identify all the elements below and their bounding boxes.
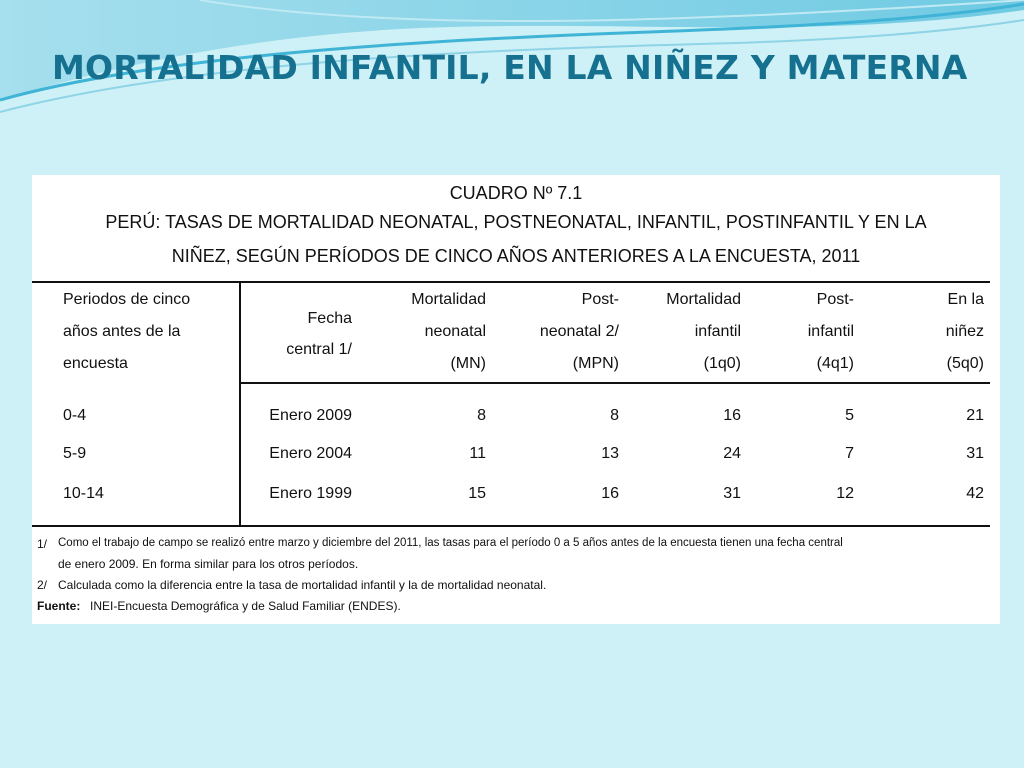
table-top-rule	[32, 281, 990, 283]
header-postinfant-line-3: (4q1)	[816, 355, 854, 372]
note-1-line-1: Como el trabajo de campo se realizó entre marzo y diciembre del 2011, las tasas para el período 0 a 5 años antes de la encuesta tienen una fecha central	[58, 537, 843, 549]
row-3-mpn: 16	[601, 485, 619, 502]
row-1-mn: 8	[477, 407, 486, 424]
column-divider	[239, 282, 241, 526]
header-date-line-1: Fecha	[307, 310, 352, 327]
header-period-line-1: Periodos de cinco	[63, 291, 191, 308]
table-panel	[32, 175, 1000, 624]
header-mpn-line-1: Post-	[581, 291, 619, 308]
row-3-childhood: 42	[966, 485, 984, 502]
row-1-mpn: 8	[610, 407, 619, 424]
row-1-postinfant: 5	[845, 407, 854, 424]
slide-title: MORTALIDAD INFANTIL, EN LA NIÑEZ Y MATERNA	[52, 48, 968, 87]
row-2-date: Enero 2004	[269, 445, 352, 462]
row-3-date: Enero 1999	[269, 485, 352, 502]
row-2-childhood: 31	[966, 445, 984, 462]
header-postinfant-line-2: infantil	[807, 323, 854, 340]
row-2-infant: 24	[723, 445, 741, 462]
source-label: Fuente:	[37, 599, 81, 613]
header-childhood-line-1: En la	[947, 291, 984, 308]
row-2-mn: 11	[469, 445, 486, 462]
header-postinfant-line-1: Post-	[816, 291, 854, 308]
header-infant-line-1: Mortalidad	[666, 291, 741, 308]
header-period-line-2: años antes de la	[63, 323, 181, 340]
row-1-period: 0-4	[63, 407, 87, 424]
row-1-infant: 16	[723, 407, 741, 424]
row-2-period: 5-9	[63, 445, 87, 462]
row-2-postinfant: 7	[845, 445, 854, 462]
note-2-text: Calculada como la diferencia entre la tasa de mortalidad infantil y la de mortalidad neonatal.	[58, 578, 547, 592]
header-period-line-3: encuesta	[63, 355, 128, 372]
row-3-period: 10-14	[63, 485, 104, 502]
header-mpn-line-2: neonatal 2/	[539, 323, 619, 340]
header-mpn-line-3: (MPN)	[572, 355, 619, 372]
row-2-mpn: 13	[601, 445, 619, 462]
row-1-date: Enero 2009	[269, 407, 352, 424]
header-bottom-rule	[239, 382, 990, 384]
note-1-mark: 1/	[37, 537, 48, 551]
header-mn-line-3: (MN)	[450, 355, 486, 372]
header-date-line-2: central 1/	[286, 341, 352, 358]
note-2-mark: 2/	[37, 578, 48, 592]
row-3-postinfant: 12	[836, 485, 854, 502]
note-1-line-2: de enero 2009. En forma similar para los otros períodos.	[58, 557, 359, 571]
header-mn-line-2: neonatal	[424, 323, 486, 340]
caption-line-1: PERÚ: TASAS DE MORTALIDAD NEONATAL, POSTNEONATAL, INFANTIL, POSTINFANTIL Y EN LA	[105, 212, 927, 232]
row-1-childhood: 21	[966, 407, 984, 424]
row-3-mn: 15	[468, 485, 486, 502]
caption-number: CUADRO Nº 7.1	[449, 183, 583, 203]
row-3-infant: 31	[723, 485, 741, 502]
source-text: INEI-Encuesta Demográfica y de Salud Familiar (ENDES).	[90, 599, 401, 613]
header-childhood-line-2: niñez	[945, 323, 984, 340]
header-mn-line-1: Mortalidad	[411, 291, 486, 308]
header-infant-line-3: (1q0)	[703, 355, 741, 372]
caption-line-2: NIÑEZ, SEGÚN PERÍODOS DE CINCO AÑOS ANTERIORES A LA ENCUESTA, 2011	[171, 246, 861, 266]
header-infant-line-2: infantil	[694, 323, 741, 340]
header-childhood-line-3: (5q0)	[946, 355, 984, 372]
table-bottom-rule	[32, 525, 990, 527]
